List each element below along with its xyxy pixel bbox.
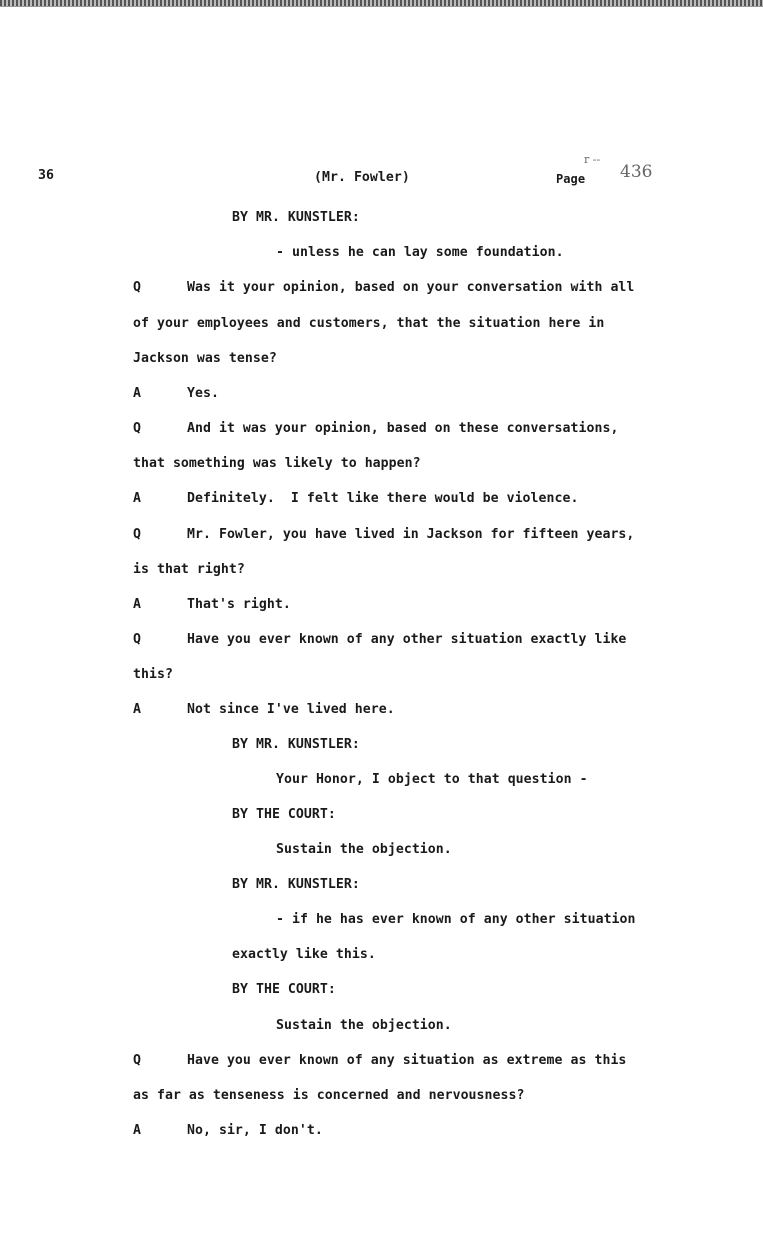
transcript-line: And it was your opinion, based on these conversations, (187, 421, 619, 436)
a-label: A (133, 597, 141, 612)
transcript-line: this? (133, 667, 173, 682)
transcript-line: BY MR. KUNSTLER: (232, 877, 360, 892)
transcript-line: BY MR. KUNSTLER: (232, 210, 360, 225)
page-number: 36 (38, 168, 54, 183)
transcript-line: BY THE COURT: (232, 807, 336, 822)
transcript-line: No, sir, I don't. (187, 1123, 323, 1138)
page-label: Page (556, 172, 586, 186)
transcript-line: Sustain the objection. (276, 842, 452, 857)
transcript-line: That's right. (187, 597, 291, 612)
q-label: Q (133, 527, 141, 542)
transcript-line: BY MR. KUNSTLER: (232, 737, 360, 752)
transcript-line: as far as tenseness is concerned and nervousness? (133, 1088, 525, 1103)
q-label: Q (133, 421, 141, 436)
transcript-line: BY THE COURT: (232, 982, 336, 997)
a-label: A (133, 491, 141, 506)
transcript-line: Have you ever known of any situation as extreme as this (187, 1053, 627, 1068)
transcript-line: is that right? (133, 562, 245, 577)
q-label: Q (133, 1053, 141, 1068)
transcript-line: Yes. (187, 386, 219, 401)
witness-header: (Mr. Fowler) (314, 170, 410, 185)
transcript-line: Definitely. I felt like there would be violence. (187, 491, 579, 506)
q-label: Q (133, 632, 141, 647)
transcript-line: that something was likely to happen? (133, 456, 421, 471)
a-label: A (133, 1123, 141, 1138)
transcript-line: - unless he can lay some foundation. (276, 245, 564, 260)
transcript-line: Not since I've lived here. (187, 702, 395, 717)
transcript-line: exactly like this. (232, 947, 376, 962)
transcript-line: Mr. Fowler, you have lived in Jackson for fifteen years, (187, 527, 635, 542)
transcript-line: - if he has ever known of any other situation (276, 912, 636, 927)
a-label: A (133, 386, 141, 401)
handwritten-page-number: 436 (620, 162, 653, 182)
transcript-line: Have you ever known of any other situation exactly like (187, 632, 627, 647)
a-label: A (133, 702, 141, 717)
handwritten-mark: r -- (584, 153, 601, 166)
transcript-line: Was it your opinion, based on your conversation with all (187, 280, 635, 295)
transcript-line: of your employees and customers, that the situation here in (133, 316, 605, 331)
transcript-line: Jackson was tense? (133, 351, 277, 366)
q-label: Q (133, 280, 141, 295)
transcript-line: Your Honor, I object to that question - (276, 772, 588, 787)
page-top-edge (0, 0, 763, 7)
transcript-line: Sustain the objection. (276, 1018, 452, 1033)
